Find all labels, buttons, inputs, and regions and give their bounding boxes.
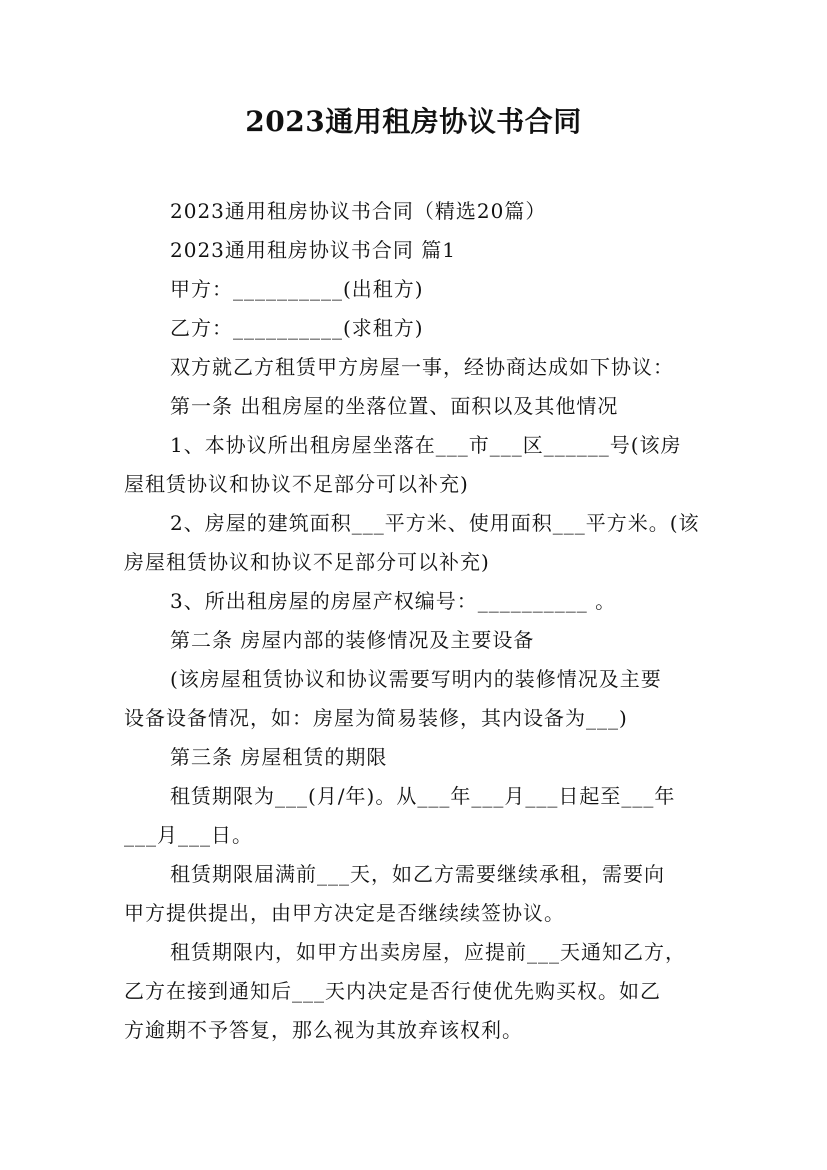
body-paragraph: 租赁期限届满前___天，如乙方需要继续承租，需要向 xyxy=(170,862,665,886)
article-heading: 第一条 出租房屋的坐落位置、面积以及其他情况 xyxy=(170,394,619,418)
body-paragraph: 1、本协议所出租房屋坐落在___市___区______号(该房 xyxy=(170,433,682,457)
body-paragraph: 3、所出租房屋的房屋产权编号：__________ 。 xyxy=(170,589,617,613)
article-heading: 第二条 房屋内部的装修情况及主要设备 xyxy=(170,628,535,652)
body-paragraph-continued: 设备设备情况，如：房屋为简易装修，其内设备为___) xyxy=(124,706,628,730)
body-paragraph: (该房屋租赁协议和协议需要写明内的装修情况及主要 xyxy=(170,667,662,691)
body-paragraph-continued: 乙方在接到通知后___天内决定是否行使优先购买权。如乙 xyxy=(124,979,661,1003)
body-paragraph: 双方就乙方租赁甲方房屋一事，经协商达成如下协议： xyxy=(170,355,674,379)
document-title: 2023通用租房协议书合同 xyxy=(245,105,582,138)
article-heading: 第三条 房屋租赁的期限 xyxy=(170,745,388,769)
body-paragraph: 2、房屋的建筑面积___平方米、使用面积___平方米。(该 xyxy=(170,511,700,535)
party-b-line: 乙方：__________(求租方) xyxy=(170,316,424,340)
body-paragraph-continued: ___月___日。 xyxy=(124,823,253,847)
body-paragraph-continued: 屋租赁协议和协议不足部分可以补充) xyxy=(124,472,469,496)
body-paragraph-continued: 房屋租赁协议和协议不足部分可以补充) xyxy=(124,550,490,574)
body-paragraph: 租赁期限为___(月/年)。从___年___月___日起至___年 xyxy=(170,784,676,808)
party-a-line: 甲方：__________(出租方) xyxy=(170,277,424,301)
section-heading: 2023通用租房协议书合同 篇1 xyxy=(170,238,456,262)
subtitle-line: 2023通用租房协议书合同（精选20篇） xyxy=(170,199,547,223)
body-paragraph: 租赁期限内，如甲方出卖房屋，应提前___天通知乙方， xyxy=(170,940,686,964)
body-paragraph-continued: 甲方提供提出，由甲方决定是否继续续签协议。 xyxy=(124,901,565,925)
body-paragraph-continued: 方逾期不予答复，那么视为其放弃该权利。 xyxy=(124,1018,523,1042)
